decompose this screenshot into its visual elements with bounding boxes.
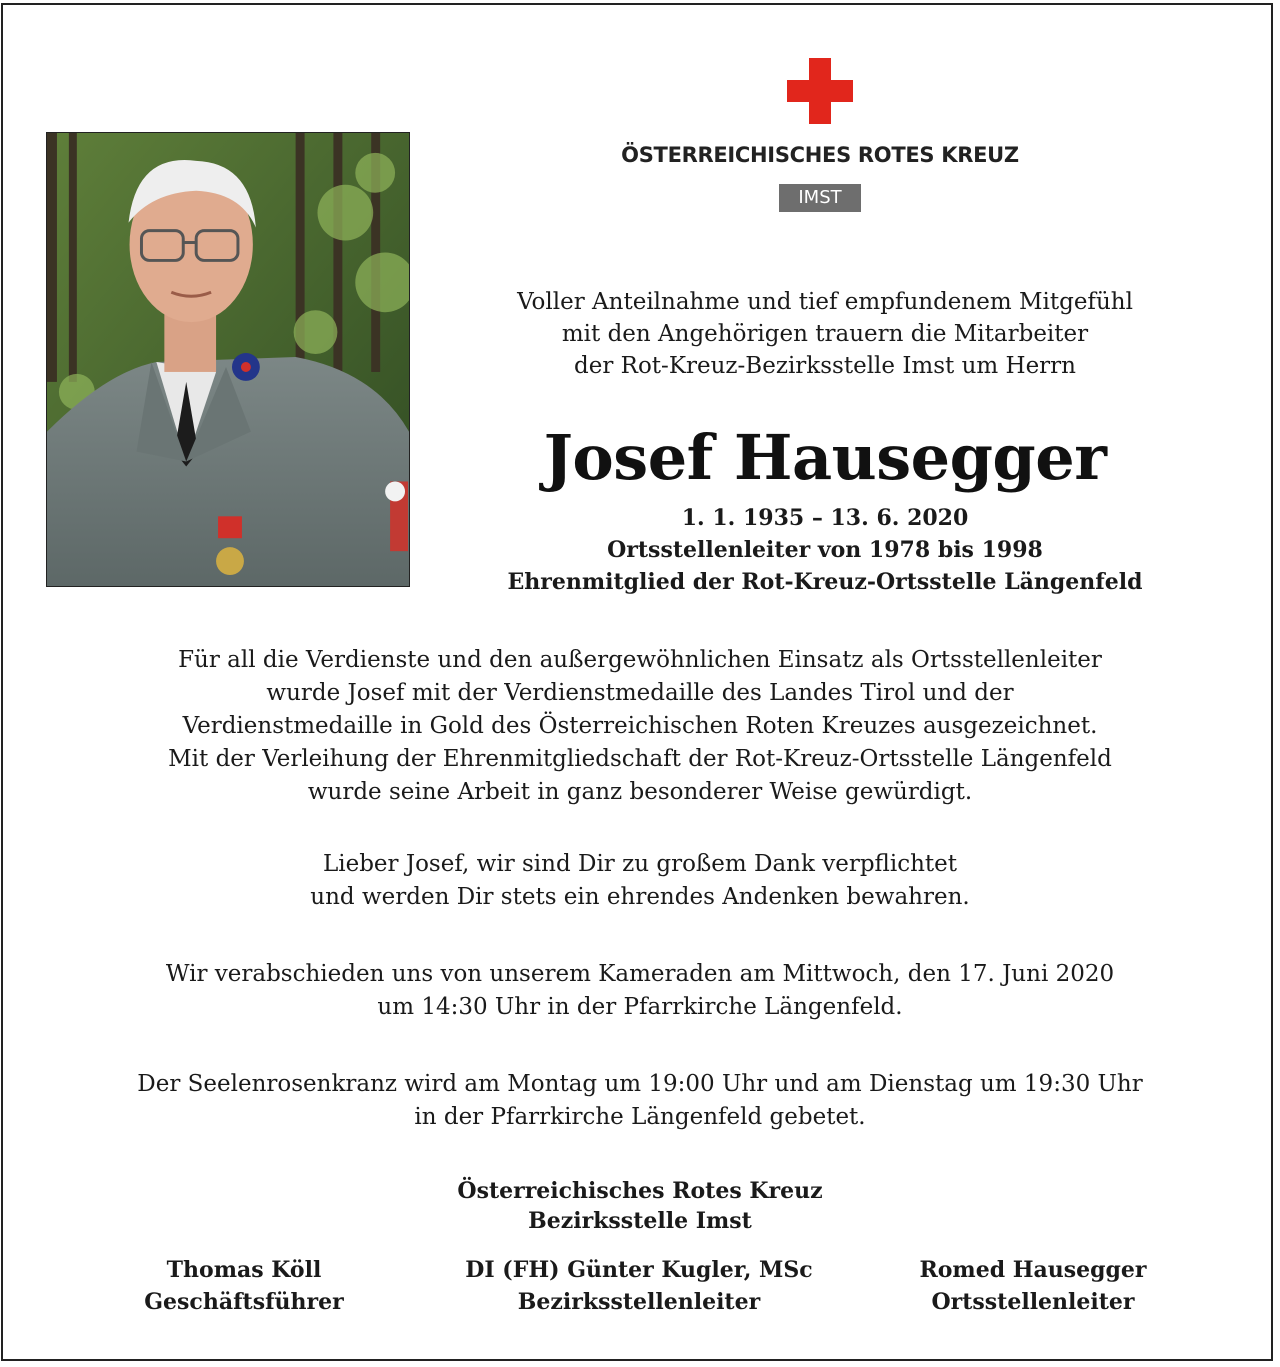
signatory-title: Bezirksstellenleiter — [517, 1289, 761, 1315]
merits-line: wurde Josef mit der Verdienstmedaille des Landes Tirol und der — [266, 680, 1014, 706]
merits-line: Mit der Verleihung der Ehrenmitgliedschaft der Rot-Kreuz-Ortsstelle Längenfeld — [168, 746, 1112, 772]
intro-line: Voller Anteilnahme und tief empfundenem Mitgefühl — [517, 289, 1133, 315]
life-dates: 1. 1. 1935 – 13. 6. 2020 — [681, 505, 969, 531]
merits-paragraph — [40, 644, 1240, 809]
signature-block — [439, 1254, 839, 1318]
intro-line: der Rot-Kreuz-Bezirksstelle Imst um Herrn — [574, 353, 1076, 379]
signature-block — [883, 1254, 1183, 1318]
signatory-title: Ortsstellenleiter — [931, 1289, 1135, 1315]
deceased-facts — [440, 502, 1210, 598]
farewell-line: Wir verabschieden uns von unserem Kameraden am Mittwoch, den 17. Juni 2020 — [165, 961, 1115, 987]
merits-line: Für all die Verdienste und den außergewöhnlichen Einsatz als Ortsstellenleiter — [178, 647, 1102, 673]
portrait-image — [47, 133, 409, 586]
signatory-name: Thomas Köll — [166, 1257, 322, 1283]
thanks-line: und werden Dir stets ein ehrendes Andenken bewahren. — [310, 884, 970, 910]
merits-line: Verdienstmedaille in Gold des Österreichischen Roten Kreuzes ausgezeichnet. — [182, 713, 1098, 739]
role-text: Ortsstellenleiter von 1978 bis 1998 — [607, 537, 1043, 563]
red-cross-icon — [787, 58, 853, 124]
signature-block — [94, 1254, 394, 1318]
signatory-name: DI (FH) Günter Kugler, MSc — [465, 1257, 813, 1283]
signatory-org-line: Bezirksstelle Imst — [528, 1208, 752, 1234]
farewell-paragraph — [40, 958, 1240, 1024]
portrait-photo — [46, 132, 410, 587]
intro-text — [440, 286, 1210, 382]
rosary-paragraph — [40, 1068, 1240, 1134]
thanks-line: Lieber Josef, wir sind Dir zu großem Dank verpflichtet — [322, 851, 958, 877]
honor-text: Ehrenmitglied der Rot-Kreuz-Ortsstelle Längenfeld — [507, 569, 1143, 595]
deceased-name: Josef Hausegger — [543, 421, 1107, 494]
thanks-paragraph — [40, 848, 1240, 914]
branch-badge: IMST — [779, 184, 861, 212]
signatory-title: Geschäftsführer — [144, 1289, 344, 1315]
merits-line: wurde seine Arbeit in ganz besonderer Weise gewürdigt. — [307, 779, 973, 805]
farewell-line: um 14:30 Uhr in der Pfarrkirche Längenfeld. — [377, 994, 903, 1020]
organization-name: ÖSTERREICHISCHES ROTES KREUZ — [621, 143, 1019, 167]
rosary-line: in der Pfarrkirche Längenfeld gebetet. — [414, 1104, 866, 1130]
signatory-name: Romed Hausegger — [919, 1257, 1147, 1283]
intro-line: mit den Angehörigen trauern die Mitarbeiter — [561, 321, 1089, 347]
signatory-org-line: Österreichisches Rotes Kreuz — [457, 1178, 823, 1204]
rosary-line: Der Seelenrosenkranz wird am Montag um 19:00 Uhr und am Dienstag um 19:30 Uhr — [137, 1071, 1143, 1097]
signatory-organization — [340, 1176, 940, 1236]
